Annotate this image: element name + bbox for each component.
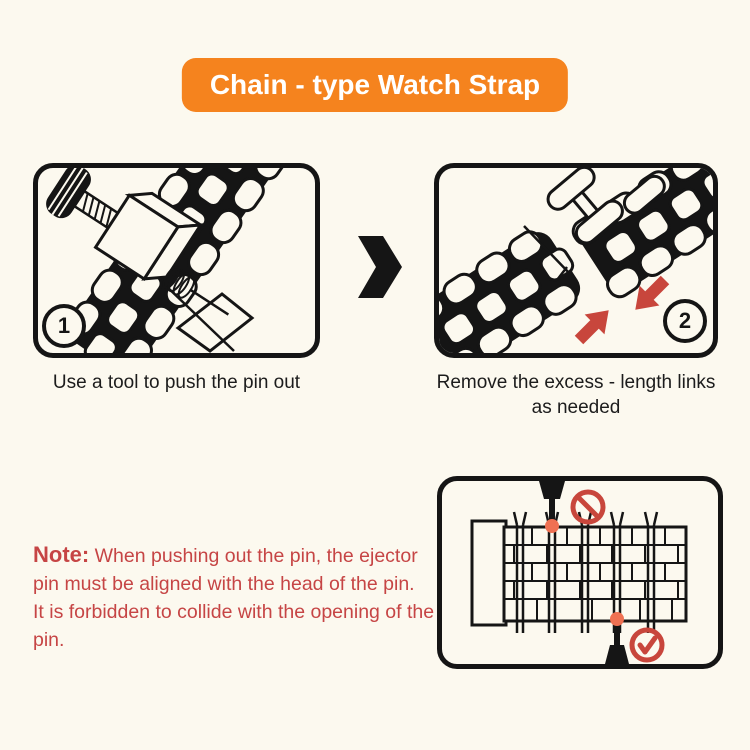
contact-dot: [545, 519, 559, 533]
step1-panel: [33, 163, 320, 358]
cross-section-illustration: [442, 481, 718, 664]
step2-caption: Remove the excess - length links as needed: [436, 372, 716, 418]
no-symbol-icon: [573, 492, 603, 522]
page-title: Chain - type Watch Strap: [182, 58, 568, 112]
note-text: [33, 541, 453, 654]
lower-band-segment: [439, 220, 592, 353]
pin-alignment-panel: [437, 476, 723, 669]
chevron-right-icon: [352, 235, 402, 299]
note-line: Note: When pushing out the pin, the ejector: [33, 542, 418, 567]
contact-dot: [610, 612, 624, 626]
step2-panel: [434, 163, 718, 358]
red-arrow-icon: [569, 300, 618, 349]
note-line: pin must be aligned with the head of the pin.: [33, 573, 415, 595]
check-circle-icon: [632, 630, 662, 660]
note-line: It is forbidden to collide with the opening of the pin.: [33, 601, 435, 651]
step1-caption: Use a tool to push the pin out: [52, 372, 301, 393]
step-number-badge: 1: [42, 304, 86, 348]
step-number-badge: 2: [663, 299, 707, 343]
note-label: Note:: [33, 542, 90, 567]
top-ejector-tool: [539, 481, 565, 533]
